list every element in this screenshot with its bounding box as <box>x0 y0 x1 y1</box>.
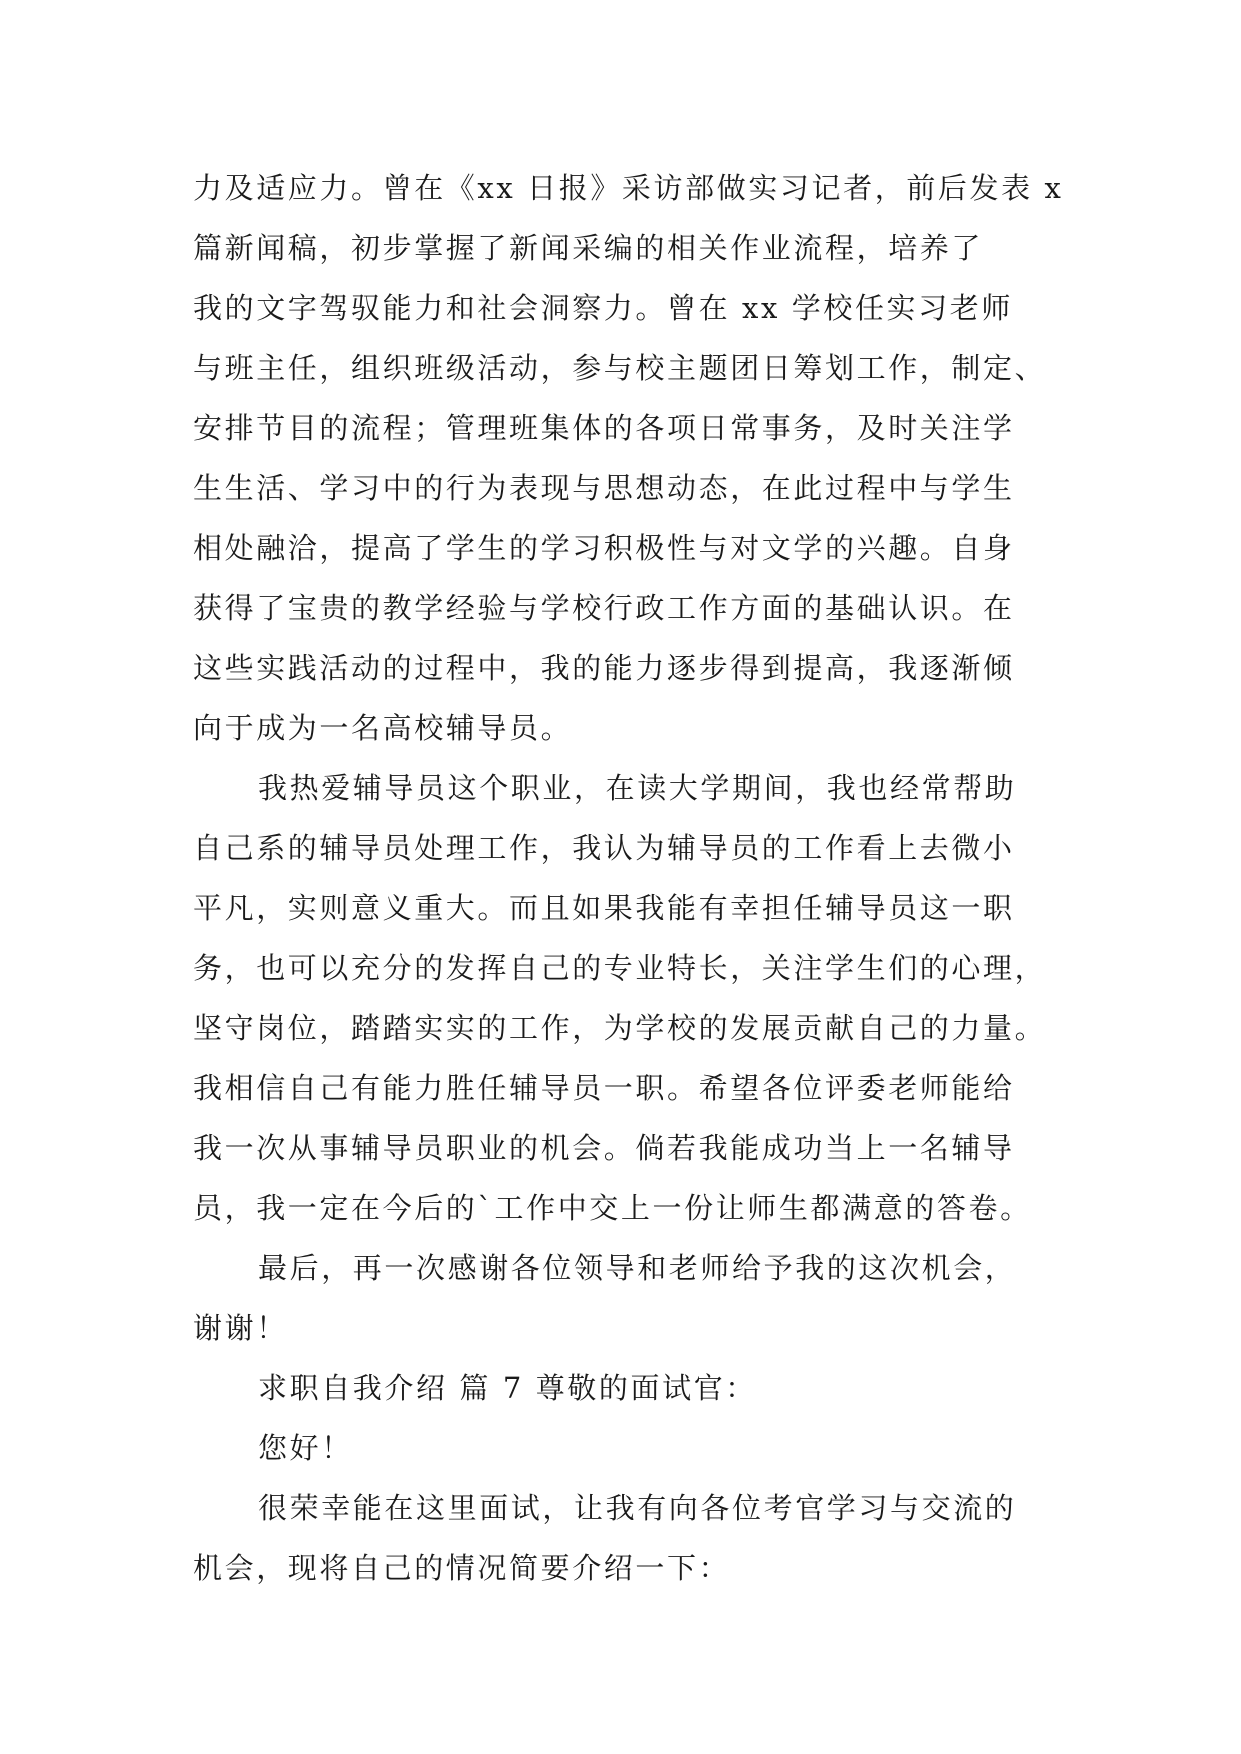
body-text-line: 相处融洽，提高了学生的学习积极性与对文学的兴趣。自身 <box>193 531 1015 565</box>
body-text-line: 谢谢！ <box>193 1311 288 1345</box>
body-text-line: 平凡，实则意义重大。而且如果我能有幸担任辅导员这一职 <box>193 891 1015 925</box>
body-text-line: 我的文字驾驭能力和社会洞察力。曾在 xx 学校任实习老师 <box>193 291 1013 325</box>
paragraph-start-line: 最后，再一次感谢各位领导和老师给予我的这次机会， <box>258 1251 1017 1285</box>
body-text-line: 力及适应力。曾在《xx 日报》采访部做实习记者，前后发表 x <box>193 171 1064 205</box>
body-text-line: 安排节目的流程；管理班集体的各项日常事务，及时关注学 <box>193 411 1015 445</box>
body-text-line: 与班主任，组织班级活动，参与校主题团日筹划工作，制定、 <box>193 351 1047 385</box>
body-text-line: 务，也可以充分的发挥自己的专业特长，关注学生们的心理， <box>193 951 1047 985</box>
body-text-line: 这些实践活动的过程中，我的能力逐步得到提高，我逐渐倾 <box>193 651 1015 685</box>
body-text-line: 我相信自己有能力胜任辅导员一职。希望各位评委老师能给 <box>193 1071 1015 1105</box>
body-text-line: 我一次从事辅导员职业的机会。倘若我能成功当上一名辅导 <box>193 1131 1015 1165</box>
body-text-line: 获得了宝贵的教学经验与学校行政工作方面的基础认识。在 <box>193 591 1015 625</box>
body-text-line: 机会，现将自己的情况简要介绍一下： <box>193 1551 731 1585</box>
body-text-line: 员，我一定在今后的`工作中交上一份让师生都满意的答卷。 <box>193 1191 1032 1225</box>
body-text-line: 篇新闻稿，初步掌握了新闻采编的相关作业流程，培养了 <box>193 231 984 265</box>
body-text-line: 坚守岗位，踏踏实实的工作，为学校的发展贡献自己的力量。 <box>193 1011 1047 1045</box>
body-text-line: 生生活、学习中的行为表现与思想动态，在此过程中与学生 <box>193 471 1015 505</box>
paragraph-start-line: 我热爱辅导员这个职业，在读大学期间，我也经常帮助 <box>258 771 1017 805</box>
body-text-line: 向于成为一名高校辅导员。 <box>193 711 573 745</box>
section-heading-line: 求职自我介绍 篇 7 尊敬的面试官： <box>258 1371 757 1405</box>
greeting-line: 您好！ <box>258 1431 353 1465</box>
body-text-line: 自己系的辅导员处理工作，我认为辅导员的工作看上去微小 <box>193 831 1015 865</box>
paragraph-start-line: 很荣幸能在这里面试，让我有向各位考官学习与交流的 <box>258 1491 1017 1525</box>
